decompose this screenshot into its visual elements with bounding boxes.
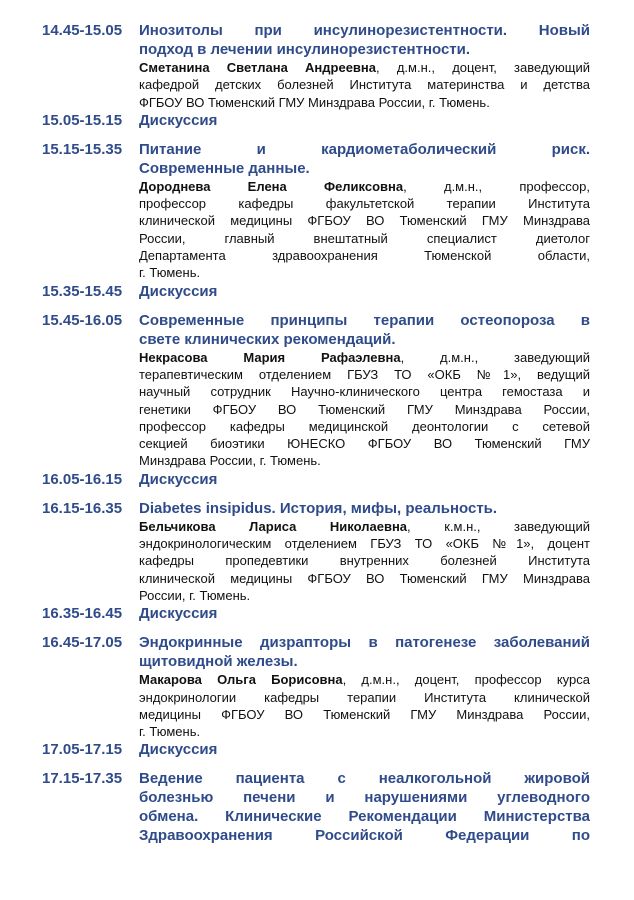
speaker-name: Дороднева Елена Феликсовна <box>139 178 404 194</box>
speaker-info-line: кафедры пропедевтики внутренних болезней Института <box>139 553 590 569</box>
talk-title-line: Здравоохранения Российской Федерации по <box>139 827 590 845</box>
speaker-info-line: Минздрава России, г. Тюмень. <box>139 453 321 469</box>
speaker-credentials: , к.м.н., заведующий <box>407 518 590 534</box>
speaker-info-line: научный сотрудник Научно-клинического центра гемостаза и <box>139 384 590 400</box>
speaker-info-line: терапевтическим отделением ГБУЗ ТО «ОКБ №1», ведущий <box>139 366 590 382</box>
talk-content <box>139 111 590 130</box>
talk-content <box>139 604 590 623</box>
talk-content <box>139 311 590 470</box>
speaker-name: Некрасова Мария Рафаэлевна <box>139 349 401 365</box>
time-slot: 17.15-17.35 <box>42 770 123 788</box>
talk-content <box>139 21 590 111</box>
discussion-row <box>42 282 590 301</box>
time-slot: 16.05-16.15 <box>42 470 123 488</box>
talk-row <box>42 21 590 111</box>
talk-title-line: Современные данные. <box>139 159 310 177</box>
speaker-info-line <box>139 671 590 688</box>
time-slot: 14.45-15.05 <box>42 22 123 39</box>
talk-title-line: свете клинических рекомендаций. <box>139 330 396 348</box>
talk-title-line: Современные принципы терапии остеопороза в <box>139 311 590 329</box>
talk-row <box>42 769 590 845</box>
talk-content <box>139 633 590 740</box>
talk-content <box>139 740 590 759</box>
speaker-info-line: секцией биоэтики ЮНЕСКО ФГБОУ ВО Тюменский ГМУ <box>139 436 590 452</box>
discussion-label: Дискуссия <box>139 282 218 300</box>
speaker-credentials: , д.м.н., профессор, <box>403 178 590 194</box>
talk-content <box>139 769 590 845</box>
talk-title-line: Ведение пациента с неалкогольной жировой <box>139 770 590 788</box>
talk-content <box>139 282 590 301</box>
discussion-row <box>42 111 590 130</box>
speaker-info-line: медицины ФГБОУ ВО Тюменский ГМУ Минздрава России, <box>139 706 590 722</box>
talk-title-line: подход в лечении инсулинорезистентности. <box>139 41 471 58</box>
talk-title-line: щитовидной железы. <box>139 653 298 671</box>
speaker-info-line: России, главный внештатный специалист диетолог <box>139 230 590 246</box>
speaker-info-line <box>139 349 590 366</box>
time-slot: 15.45-16.05 <box>42 311 123 329</box>
talk-title-line: болезнью печени и нарушениями углеводного <box>139 789 590 807</box>
time-slot: 15.15-15.35 <box>42 140 123 158</box>
time-slot: 15.35-15.45 <box>42 282 123 300</box>
talk-content <box>139 140 590 282</box>
talk-title-line: Diabetes insipidus. История, мифы, реальность. <box>139 499 498 517</box>
speaker-credentials: , д.м.н., заведующий <box>400 349 590 365</box>
speaker-info-line: профессор кафедры медицинской деонтологии с сетевой <box>139 418 590 434</box>
talk-row <box>42 140 590 282</box>
speaker-name: Макарова Ольга Борисовна <box>139 672 343 688</box>
talk-content <box>139 499 590 604</box>
speaker-info-line: кафедрой детских болезней Института материнства и детства <box>139 77 590 93</box>
speaker-info-line: Департамента здравоохранения Тюменской области, <box>139 248 590 264</box>
talk-content <box>139 470 590 489</box>
discussion-label: Дискуссия <box>139 605 218 623</box>
discussion-row <box>42 470 590 489</box>
speaker-info-line: профессор кафедры факультетской терапии Института <box>139 196 590 212</box>
speaker-info-line <box>139 178 590 195</box>
program-schedule <box>42 21 590 845</box>
talk-row <box>42 499 590 604</box>
talk-title-line: Инозитолы при инсулинорезистентности. Новый <box>139 22 590 39</box>
speaker-credentials: , д.м.н., доцент, профессор курса <box>342 672 590 688</box>
talk-row <box>42 633 590 740</box>
time-slot: 16.45-17.05 <box>42 634 123 652</box>
speaker-info-line: клинической медицины ФГБОУ ВО Тюменский ГМУ Минздрава <box>139 570 590 586</box>
talk-row <box>42 311 590 470</box>
speaker-info-line <box>139 59 590 76</box>
time-slot: 16.15-16.35 <box>42 499 123 517</box>
time-slot: 16.35-16.45 <box>42 605 123 623</box>
discussion-row <box>42 740 590 759</box>
discussion-label: Дискуссия <box>139 470 218 488</box>
speaker-credentials: , д.м.н., доцент, заведующий <box>376 60 591 75</box>
speaker-name: Бельчикова Лариса Николаевна <box>139 518 408 534</box>
speaker-info-line: г. Тюмень. <box>139 724 201 740</box>
speaker-info-line: г. Тюмень. <box>139 265 201 281</box>
time-slot: 15.05-15.15 <box>42 111 123 129</box>
talk-title-line: Эндокринные дизрапторы в патогенезе заболеваний <box>139 634 590 652</box>
time-slot: 17.05-17.15 <box>42 741 123 759</box>
discussion-label: Дискуссия <box>139 111 218 129</box>
speaker-info-line: эндокринологии кафедры терапии Института клинической <box>139 689 590 705</box>
speaker-info-line: эндокринологическим отделением ГБУЗ ТО «ОКБ №1», доцент <box>139 536 590 552</box>
speaker-info-line: ФГБОУ ВО Тюменский ГМУ Минздрава России, г. Тюмень. <box>139 94 490 110</box>
speaker-info-line: России, г. Тюмень. <box>139 587 251 603</box>
speaker-info-line: клинической медицины ФГБОУ ВО Тюменский ГМУ Минздрава <box>139 213 590 229</box>
talk-title-line: обмена. Клинические Рекомендации Министерства <box>139 808 590 826</box>
speaker-info-line <box>139 518 590 535</box>
speaker-info-line: генетики ФГБОУ ВО Тюменский ГМУ Минздрава России, <box>139 401 590 417</box>
talk-title-line: Питание и кардиометаболический риск. <box>139 140 590 158</box>
speaker-name: Сметанина Светлана Андреевна <box>139 60 377 75</box>
discussion-row <box>42 604 590 623</box>
discussion-label: Дискуссия <box>139 741 218 759</box>
